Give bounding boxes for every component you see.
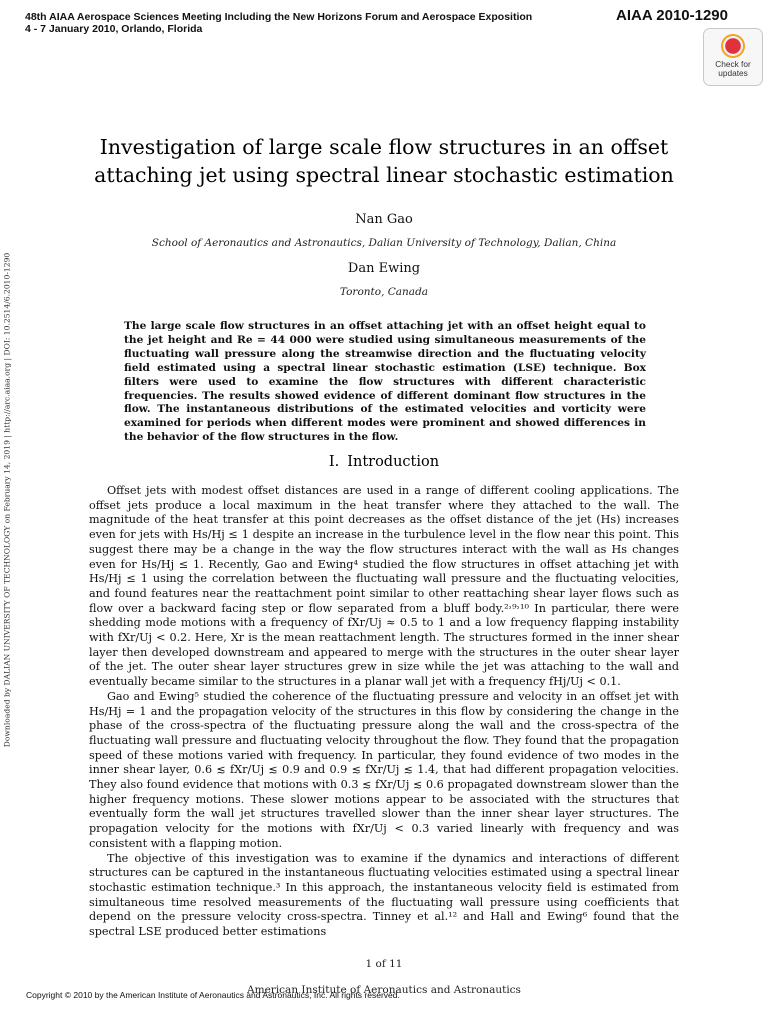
section-heading bbox=[40, 454, 728, 470]
title-line-2: attaching jet using spectral linear stochastic estimation bbox=[94, 163, 674, 187]
conference-name: 48th AIAA Aerospace Sciences Meeting Including the New Horizons Forum and Aerospace Exposition bbox=[25, 11, 533, 23]
author-affiliation: Toronto, Canada bbox=[339, 286, 429, 298]
paragraph: The objective of this investigation was to examine if the dynamics and interactions of different structures can be captured in the instantaneous fluctuating velocities estimated using a spectral linear stochastic estimation technique.³ In this approach, the instantaneous velocity field is estimated from simultaneous time resolved measurements of the fluctuating wall pressure using coefficients that depend on the pressure velocity cross-spectra. Tinney et al.¹² and Hall and Ewing⁶ found that the spectral LSE produced better estimations bbox=[89, 851, 679, 939]
paragraph: Gao and Ewing⁵ studied the coherence of the fluctuating pressure and velocity in an offset jet with Hs/Hj = 1 and the propagation velocity of the structures in this flow by considering the change in the phase of the cross-spectra of the fluctuating pressure along the wall and the cross-spectra of the fluctuating wall pressure and fluctuating velocity throughout the flow. They found that the propagation speed of these motions varied with frequency. In particular, they found evidence of two modes in the inner shear layer, 0.6 ≲ fXr/Uj ≲ 0.9 and 0.9 ≲ fXr/Uj ≲ 1.4, that had different propagation velocities. They also found evidence that motions with 0.3 ≲ fXr/Uj ≲ 0.6 propagated downstream slower than the higher frequency motions. These slower motions appear to be associated with the structures that eventually form the wall jet structures travelled slower than the inner shear layer structures. The propagation velocity for the motions with fXr/Uj < 0.3 varied linearly with frequency and was consistent with a flapping motion. bbox=[89, 689, 679, 850]
section-title: Introduction bbox=[347, 454, 440, 470]
body-text bbox=[89, 484, 679, 940]
check-for-updates-badge[interactable] bbox=[703, 28, 763, 86]
conference-header bbox=[25, 11, 532, 35]
badge-label-line1: Check for bbox=[715, 59, 751, 69]
paper-title bbox=[40, 133, 728, 189]
page-number: 1 of 11 bbox=[365, 958, 403, 970]
download-watermark-text: Downloaded by DALIAN UNIVERSITY OF TECHNOLOGY on February 14, 2019 | http://arc.aiaa.org | DOI: 10.2514/6.2010-1290 bbox=[2, 252, 12, 748]
paragraph: Offset jets with modest offset distances are used in a range of different cooling applications. The offset jets produce a local maximum in the heat transfer where they attached to the wall. The magnitude of the heat transfer at this point decreases as the offset distance of the jet (Hs) increases even for jets with Hs/Hj ≤ 1 despite an increase in the turbulence level in the flow near this point. This suggest there may be a change in the way the flow structures interact with the wall as Hs changes even for Hs/Hj ≤ 1. Recently, Gao and Ewing⁴ studied the flow structures in offset attaching jet with Hs/Hj ≤ 1 using the correlation between the fluctuating wall pressure and the fluctuating velocities, and found features near the reattachment point similar to other reattaching shear layer flows such as flow over a backward facing step or flow separated from a bluff body.²˒⁹˒¹⁰ In particular, there were shedding mode motions with a frequency of fXr/Uj ≈ 0.5 to 1 and a low frequency flapping instability with fXr/Uj < 0.2. Here, Xr is the mean reattachment length. The structures formed in the inner shear layer then developed downstream and appeared to merge with the structures in the outer shear layer of the jet. The outer shear layer structures grew in size while the jet was attaching to the wall and eventually became similar to the structures in a planar wall jet with a frequency fHj/Uj < 0.1. bbox=[89, 484, 679, 689]
author-name: Nan Gao bbox=[355, 212, 413, 227]
bookmark-icon bbox=[721, 34, 745, 58]
paper-id: AIAA 2010-1290 bbox=[615, 7, 728, 24]
conference-date-location: 4 - 7 January 2010, Orlando, Florida bbox=[25, 23, 203, 35]
footer-organization: American Institute of Aeronautics and Astronautics bbox=[247, 984, 521, 996]
abstract: The large scale flow structures in an offset attaching jet with an offset height equal to the jet height and Re = 44 000 were studied using simultaneous measurements of the fluctuating wall pressure along the streamwise direction and the fluctuating velocity field estimated using a spectral linear stochastic estimation (LSE) technique. Box filters were used to examine the flow structures with different characteristic frequencies. The results showed evidence of different dominant flow structures in the flow. The instantaneous distributions of the estimated velocities and vorticity were examined for periods when different modes were prominent and showed differences in the behavior of the flow structures in the flow. bbox=[124, 320, 646, 444]
author-name: Dan Ewing bbox=[347, 261, 421, 276]
author-affiliation: School of Aeronautics and Astronautics, Dalian University of Technology, Dalian, China bbox=[151, 237, 617, 249]
title-line-1: Investigation of large scale flow structures in an offset bbox=[99, 135, 669, 159]
section-number: I. bbox=[328, 454, 340, 470]
download-watermark bbox=[0, 0, 14, 1024]
copyright-notice: Copyright © 2010 by the American Institute of Aeronautics and Astronautics, Inc. All rights reserved. bbox=[26, 990, 400, 1000]
badge-label-line2: updates bbox=[718, 68, 748, 78]
